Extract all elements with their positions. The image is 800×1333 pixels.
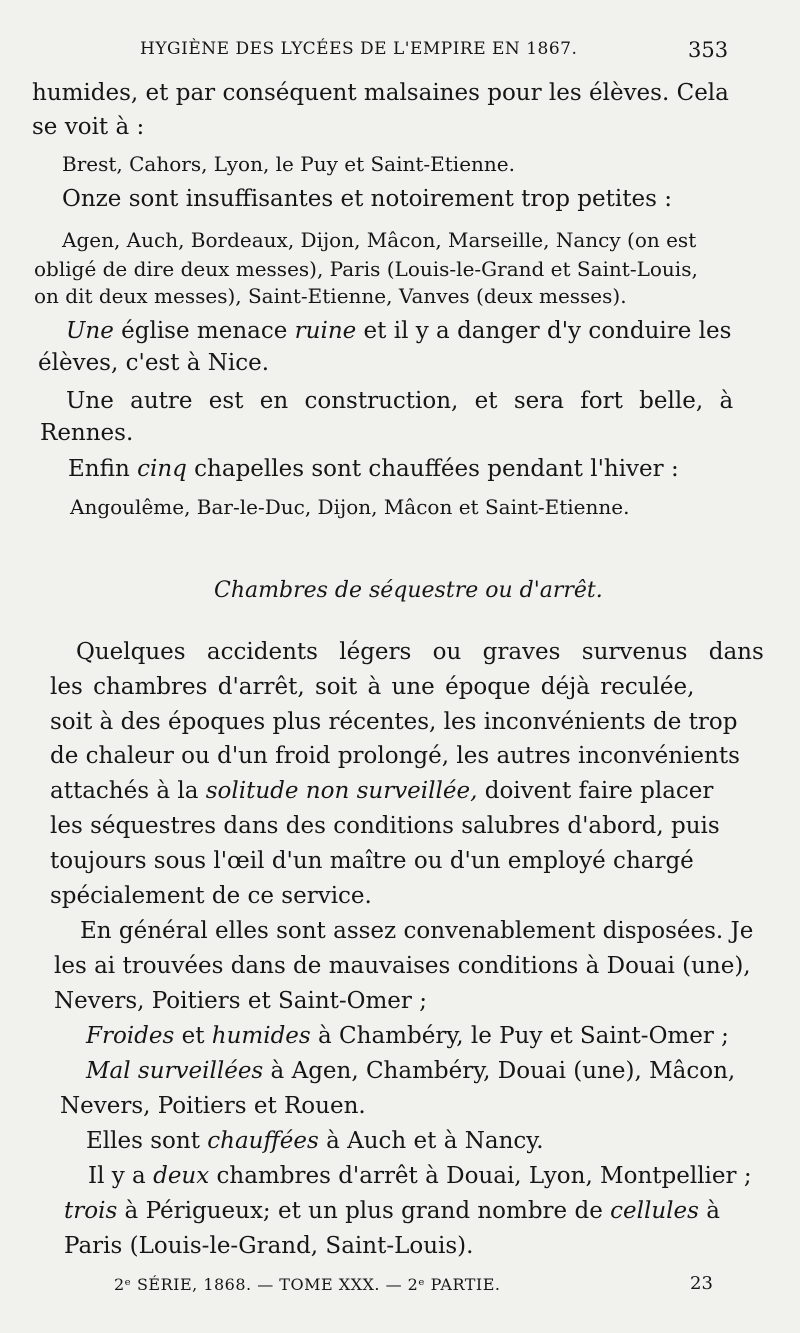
italic-text: Mal surveillées [86, 1058, 264, 1084]
italic-text: cinq [137, 456, 187, 482]
body-line: les séquestres dans des conditions salubres d'abord, puis [50, 813, 720, 839]
text-span: à Agen, Chambéry, Douai (une), Mâcon, [263, 1058, 736, 1084]
running-header: HYGIÈNE DES LYCÉES DE L'EMPIRE EN 1867. [140, 39, 578, 59]
italic-text: deux [153, 1163, 210, 1189]
text-span: à Auch et à Nancy. [318, 1128, 544, 1154]
italic-text: ruine [294, 318, 357, 344]
text-span: Il y a [88, 1163, 154, 1189]
text-span: attachés à la [50, 778, 206, 804]
text-span: à [698, 1198, 720, 1224]
body-line: En général elles sont assez convenablement disposées. Je [80, 918, 754, 944]
text-span: à Chambéry, le Puy et Saint-Omer ; [310, 1023, 729, 1049]
body-line: toujours sous l'œil d'un maître ou d'un employé chargé [50, 848, 694, 874]
text-span: église menace [113, 318, 295, 344]
body-line [86, 1023, 729, 1049]
body-line: de chaleur ou d'un froid prolongé, les autres inconvénients [50, 743, 740, 769]
body-line [66, 318, 731, 344]
body-line: Nevers, Poitiers et Saint-Omer ; [54, 988, 427, 1014]
italic-text: chauffées [207, 1128, 319, 1154]
body-line: les chambres d'arrêt, soit à une époque déjà reculée, [50, 674, 695, 700]
text-span: chambres d'arrêt à Douai, Lyon, Montpellier ; [209, 1163, 752, 1189]
italic-text: humides [211, 1023, 311, 1049]
italic-text: trois [64, 1198, 118, 1224]
body-line [86, 1128, 544, 1154]
italic-text: Une [66, 318, 114, 344]
page-number: 353 [688, 38, 729, 62]
footer-series: 2ᵉ SÉRIE, 1868. — TOME XXX. — 2ᵉ PARTIE. [114, 1275, 501, 1294]
body-line: spécialement de ce service. [50, 883, 372, 909]
italic-text: solitude non surveillée, [205, 778, 478, 804]
body-line: humides, et par conséquent malsaines pour les élèves. Cela [32, 80, 729, 106]
section-title: Chambres de séquestre ou d'arrêt. [214, 578, 603, 603]
list-line: Brest, Cahors, Lyon, le Puy et Saint-Etienne. [62, 152, 515, 176]
body-line [86, 1058, 735, 1084]
text-span: doivent faire placer [477, 778, 714, 804]
text-span: Elles sont [86, 1128, 208, 1154]
body-line: Nevers, Poitiers et Rouen. [60, 1093, 366, 1119]
text-span: et [174, 1023, 212, 1049]
italic-text: Froides [86, 1023, 175, 1049]
sheet-number: 23 [690, 1273, 713, 1294]
italic-text: cellules [610, 1198, 699, 1224]
body-line [50, 778, 713, 804]
list-line: on dit deux messes), Saint-Etienne, Vanves (deux messes). [34, 284, 627, 308]
body-line: Paris (Louis-le-Grand, Saint-Louis). [64, 1233, 474, 1259]
body-line: Rennes. [40, 420, 134, 446]
body-line: les ai trouvées dans de mauvaises conditions à Douai (une), [54, 953, 751, 979]
body-line: soit à des époques plus récentes, les inconvénients de trop [50, 709, 738, 735]
list-line: Agen, Auch, Bordeaux, Dijon, Mâcon, Marseille, Nancy (on est [62, 228, 697, 252]
list-line: obligé de dire deux messes), Paris (Louis-le-Grand et Saint-Louis, [34, 257, 698, 281]
body-line: Onze sont insuffisantes et notoirement trop petites : [62, 186, 672, 212]
body-line [68, 456, 679, 482]
text-span: et il y a danger d'y conduire les [356, 318, 732, 344]
body-line: Une autre est en construction, et sera fort belle, à [66, 388, 734, 414]
body-line [88, 1163, 752, 1189]
body-line: élèves, c'est à Nice. [38, 350, 270, 376]
body-line [64, 1198, 720, 1224]
body-line: Quelques accidents légers ou graves survenus dans [76, 639, 764, 665]
body-line: se voit à : [32, 114, 145, 140]
list-line: Angoulême, Bar-le-Duc, Dijon, Mâcon et Saint-Etienne. [70, 495, 630, 519]
text-span: Enfin [68, 456, 138, 482]
text-span: chapelles sont chauffées pendant l'hiver : [186, 456, 679, 482]
text-span: à Périgueux; et un plus grand nombre de [117, 1198, 611, 1224]
